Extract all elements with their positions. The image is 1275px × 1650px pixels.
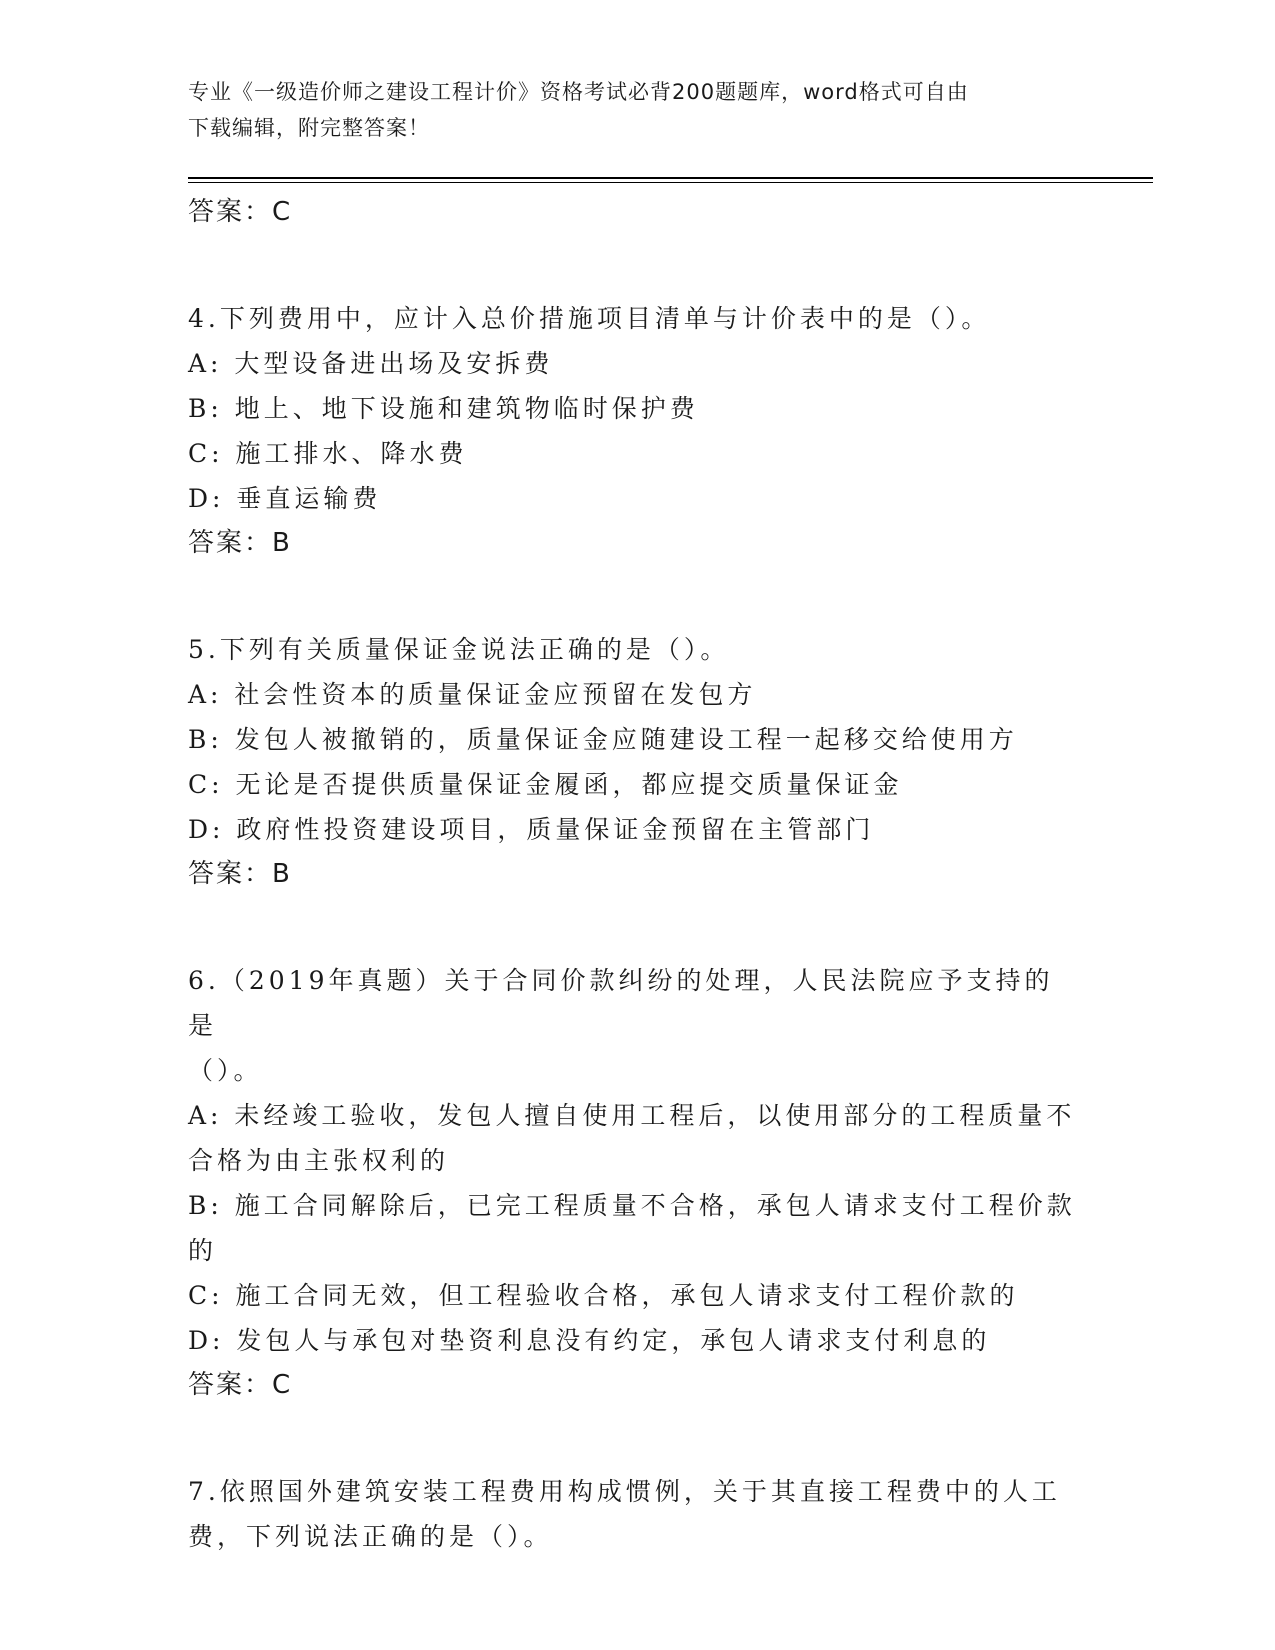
spacer — [188, 897, 1078, 942]
option-d: D: 垂直运输费 — [188, 484, 382, 513]
answer-label: 答案：C — [188, 1370, 293, 1400]
option-b: B: 地上、地下设施和建筑物临时保护费 — [188, 394, 699, 423]
answer-label: 答案：C — [188, 197, 293, 227]
option-a: A: 大型设备进出场及安拆费 — [188, 349, 554, 378]
header-rule-thin — [188, 182, 1153, 183]
answer-label: 答案：B — [188, 859, 292, 889]
header-line-2: 下载编辑，附完整答案！ — [188, 116, 430, 140]
answer-label: 答案：B — [188, 528, 292, 558]
question-6 — [188, 958, 1078, 1093]
question-text-line-2: （）。 — [188, 1056, 263, 1085]
option-d: D: 政府性投资建设项目，质量保证金预留在主管部门 — [188, 815, 875, 844]
option-c: C: 施工合同无效，但工程验收合格，承包人请求支付工程价款的 — [188, 1281, 1019, 1310]
question-5 — [188, 627, 1078, 672]
spacer — [188, 235, 1078, 280]
document-body — [188, 190, 1078, 1559]
option-b-line-1: B: 施工合同解除后，已完工程质量不合格，承包人请求支付工程价款 — [188, 1191, 1076, 1220]
question-7 — [188, 1469, 1078, 1559]
option-b: B: 发包人被撤销的，质量保证金应随建设工程一起移交给使用方 — [188, 725, 1018, 754]
option-b-line-2: 的 — [188, 1236, 218, 1265]
question-text-line-1: 6.（2019年真题）关于合同价款纠纷的处理，人民法院应予支持的是 — [188, 966, 1054, 1040]
question-text-line-2: 费，下列说法正确的是（）。 — [188, 1522, 553, 1551]
option-a-line-1: A: 未经竣工验收，发包人擅自使用工程后，以使用部分的工程质量不 — [188, 1101, 1076, 1130]
header-line-1: 专业《一级造价师之建设工程计价》资格考试必背200题题库，word格式可自由 — [188, 80, 969, 104]
page-header — [188, 74, 1068, 146]
question-text: 5.下列有关质量保证金说法正确的是（）。 — [188, 635, 730, 664]
option-a: A: 社会性资本的质量保证金应预留在发包方 — [188, 680, 757, 709]
option-c: C: 无论是否提供质量保证金履函，都应提交质量保证金 — [188, 770, 903, 799]
header-rule-thick — [188, 177, 1153, 179]
spacer — [188, 566, 1078, 611]
option-c: C: 施工排水、降水费 — [188, 439, 468, 468]
question-text-line-1: 7.依照国外建筑安装工程费用构成惯例，关于其直接工程费中的人工 — [188, 1477, 1061, 1506]
option-a-line-2: 合格为由主张权利的 — [188, 1146, 450, 1175]
spacer — [188, 1408, 1078, 1453]
question-4 — [188, 296, 1078, 341]
question-text: 4.下列费用中，应计入总价措施项目清单与计价表中的是（）。 — [188, 304, 991, 333]
option-d: D: 发包人与承包对垫资利息没有约定，承包人请求支付利息的 — [188, 1326, 991, 1355]
